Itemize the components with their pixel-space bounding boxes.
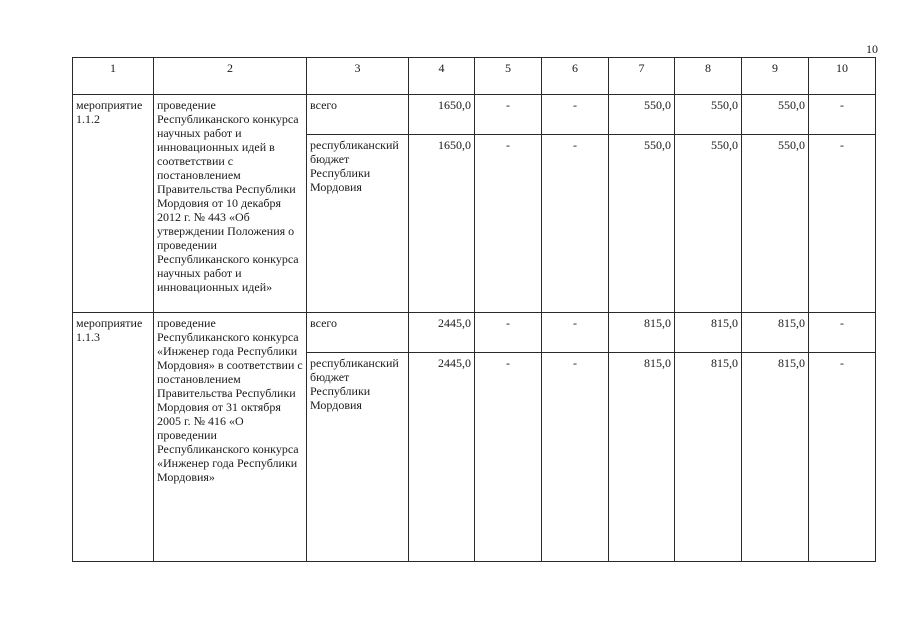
value-cell: 815,0 (742, 313, 809, 353)
column-header: 4 (409, 58, 475, 95)
table-row (73, 313, 876, 353)
value-cell: - (809, 313, 876, 353)
event-cell: мероприятие 1.1.2 (73, 95, 154, 313)
value-cell: - (809, 135, 876, 313)
value-cell: 815,0 (609, 353, 675, 562)
value-cell: 550,0 (742, 95, 809, 135)
source-cell: республиканский бюджет Республики Мордовия (307, 135, 409, 313)
value-cell: - (542, 135, 609, 313)
description-cell: проведение Республиканского конкурса «Инженер года Республики Мордовия» в соответствии с постановлением Правительства Республики Мордовия от 31 октября 2005 г. № 416 «О проведении Республиканского конкурса «Инженер года Республики Мордовия» (154, 313, 307, 562)
page-number: 10 (866, 42, 878, 56)
value-cell: - (542, 95, 609, 135)
column-header: 9 (742, 58, 809, 95)
header-row (73, 58, 876, 95)
value-cell: 2445,0 (409, 313, 475, 353)
value-cell: 815,0 (742, 353, 809, 562)
value-cell: 1650,0 (409, 135, 475, 313)
event-cell: мероприятие 1.1.3 (73, 313, 154, 562)
column-header: 7 (609, 58, 675, 95)
column-header: 10 (809, 58, 876, 95)
value-cell: - (542, 353, 609, 562)
value-cell: - (475, 135, 542, 313)
value-cell: - (475, 353, 542, 562)
value-cell: 550,0 (675, 95, 742, 135)
description-cell: проведение Республиканского конкурса научных работ и инновационных идей в соответствии с постановлением Правительства Республики Мордовия от 10 декабря 2012 г. № 443 «Об утверждении Положения о проведении Республиканского конкурса научных работ и инновационных идей» (154, 95, 307, 313)
value-cell: - (542, 313, 609, 353)
value-cell: 815,0 (609, 313, 675, 353)
value-cell: 550,0 (675, 135, 742, 313)
value-cell: - (475, 313, 542, 353)
table-row (73, 95, 876, 135)
source-cell: всего (307, 313, 409, 353)
value-cell: - (809, 95, 876, 135)
column-header: 3 (307, 58, 409, 95)
source-cell: всего (307, 95, 409, 135)
value-cell: 815,0 (675, 313, 742, 353)
column-header: 1 (73, 58, 154, 95)
value-cell: - (475, 95, 542, 135)
budget-table (72, 57, 876, 562)
column-header: 8 (675, 58, 742, 95)
source-cell: республиканский бюджет Республики Мордовия (307, 353, 409, 562)
column-header: 6 (542, 58, 609, 95)
column-header: 5 (475, 58, 542, 95)
column-header: 2 (154, 58, 307, 95)
value-cell: 2445,0 (409, 353, 475, 562)
value-cell: 1650,0 (409, 95, 475, 135)
value-cell: 550,0 (742, 135, 809, 313)
value-cell: 550,0 (609, 95, 675, 135)
value-cell: 550,0 (609, 135, 675, 313)
value-cell: 815,0 (675, 353, 742, 562)
value-cell: - (809, 353, 876, 562)
